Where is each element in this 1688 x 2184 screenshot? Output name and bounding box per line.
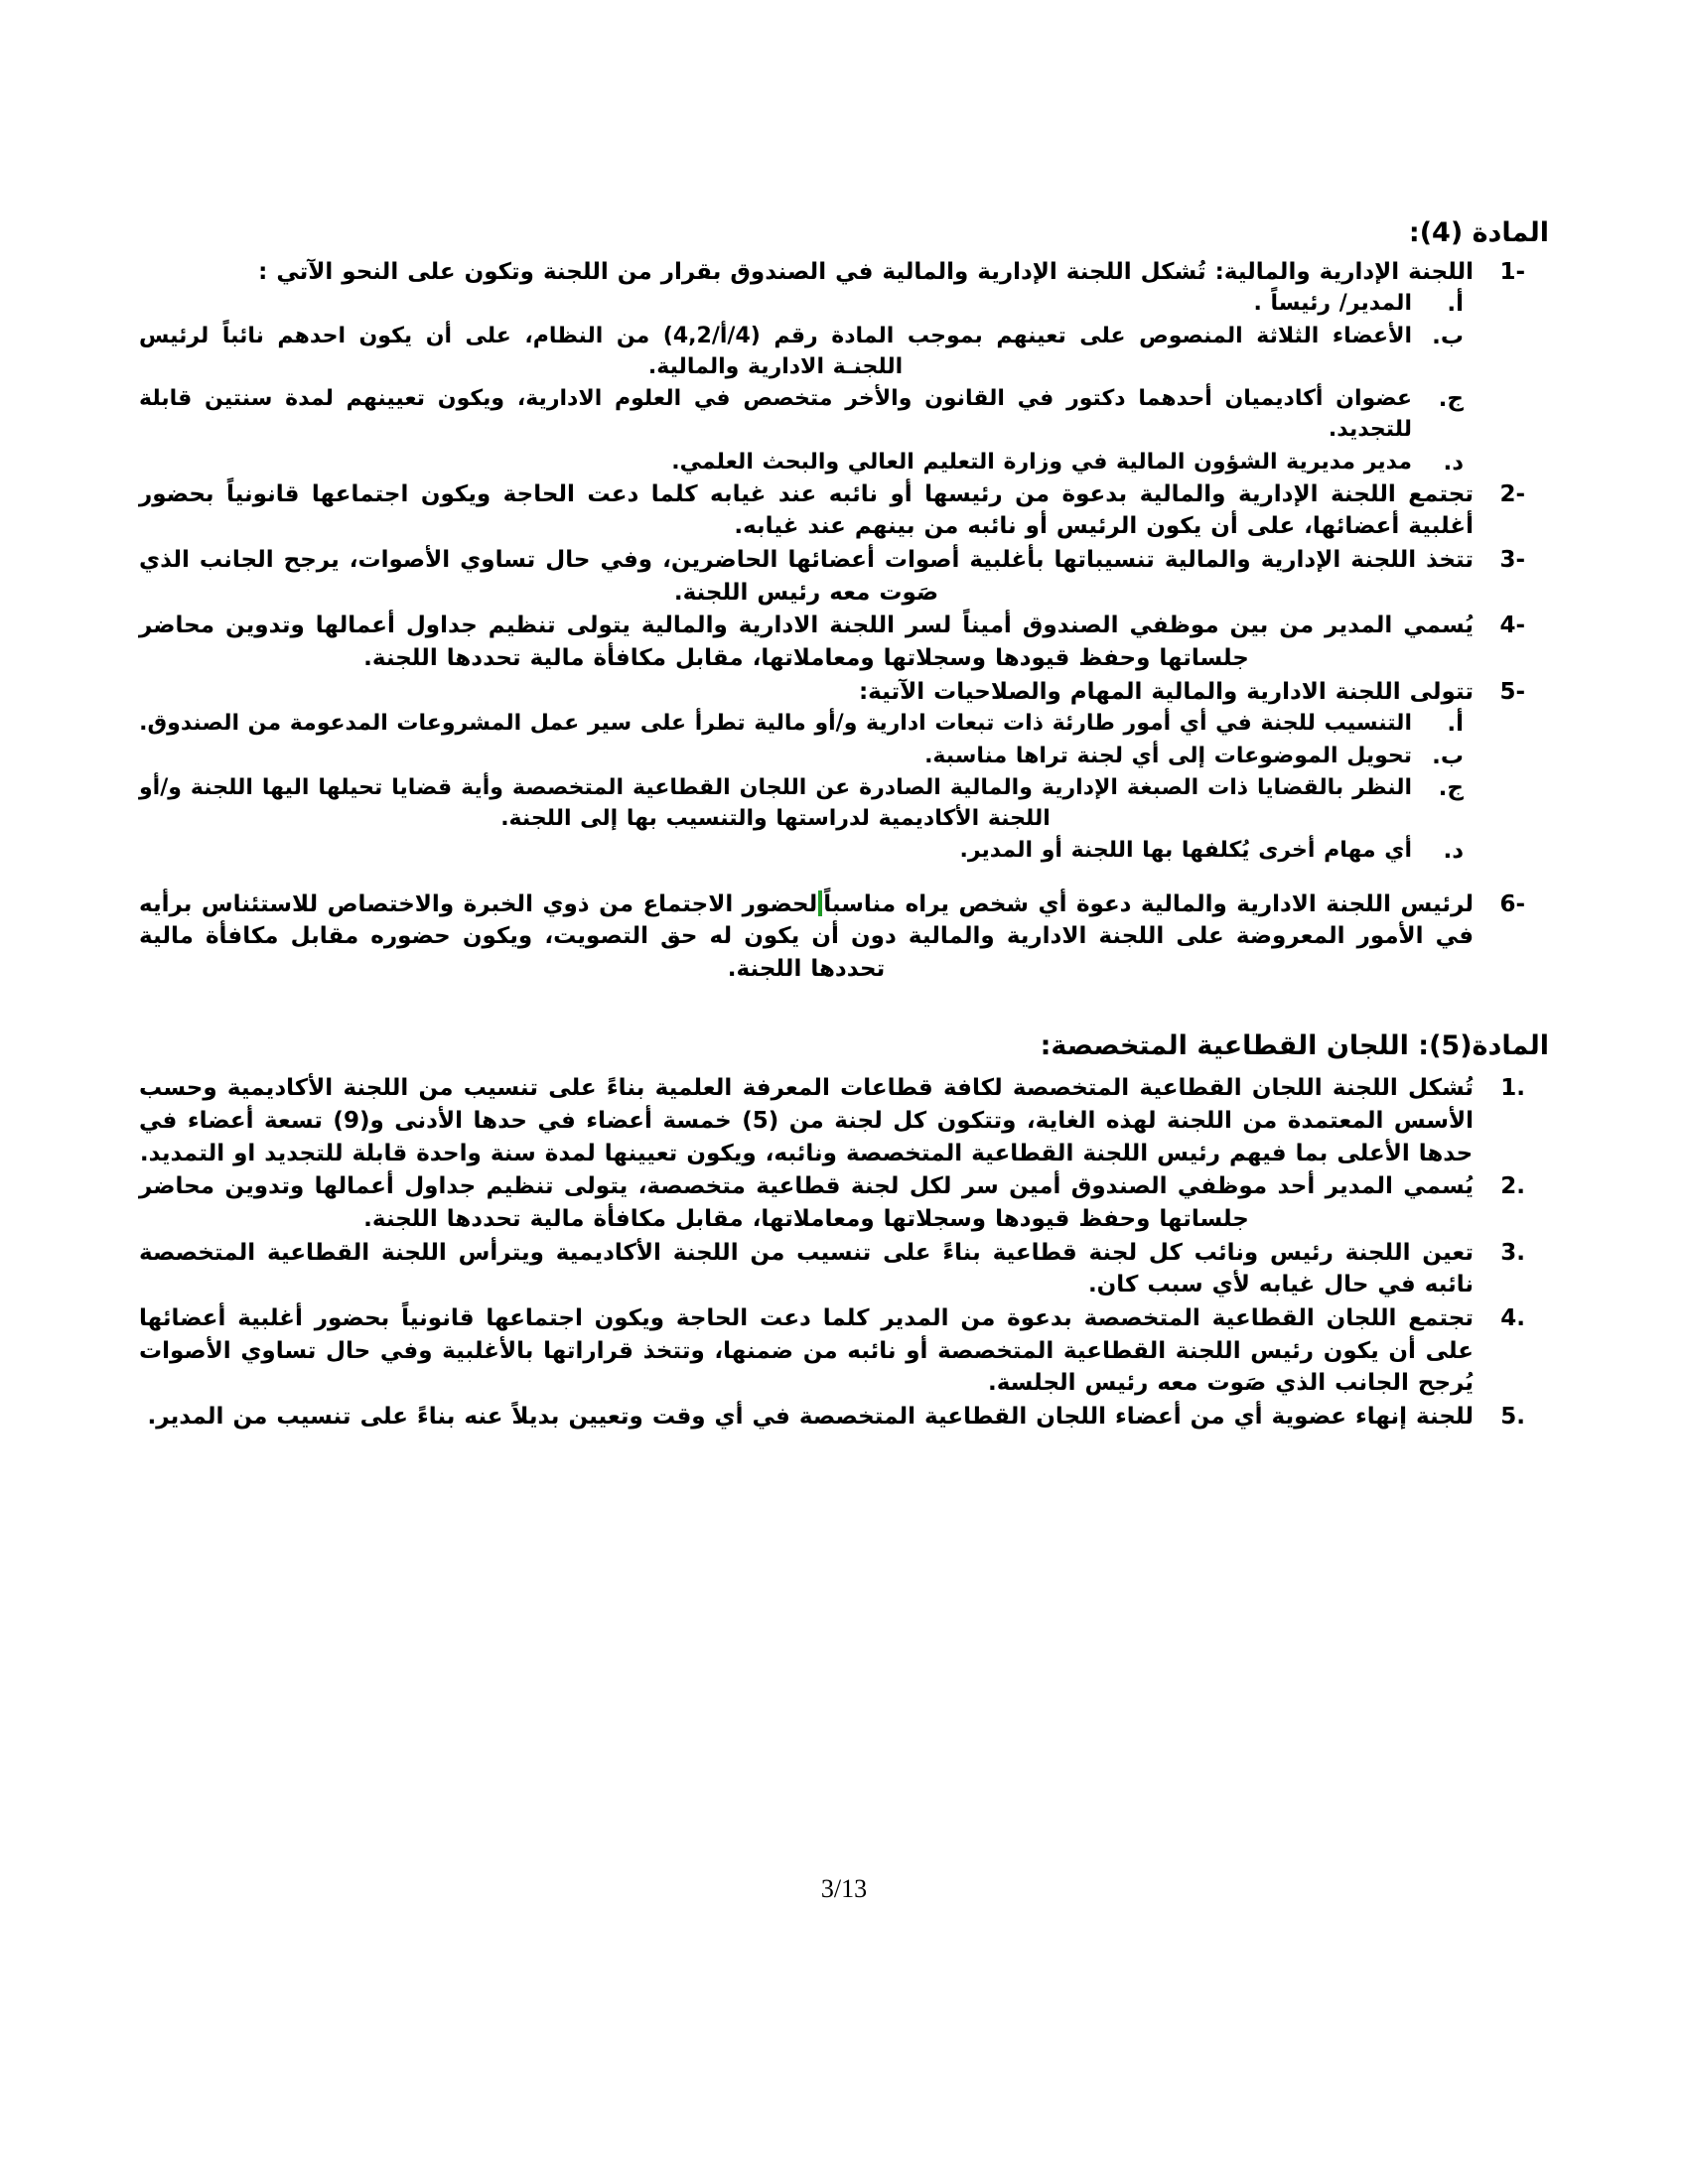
list-item-text: تحويل الموضوعات إلى أي لجنة تراها مناسبة. — [924, 743, 1412, 768]
list-marker: د. — [1443, 449, 1464, 476]
article-4-item-1-sublist — [139, 288, 1474, 477]
list-marker: ب. — [1432, 743, 1464, 769]
list-item-text: الأعضاء الثلاثة المنصوص على تعينهم بموجب المادة رقم (4/أ/4,2) من النظام، على أن يكون احدهم نائباً لرئيس اللجنـة الادارية والمالية. — [139, 323, 1412, 379]
text-cursor-caret — [818, 890, 822, 916]
list-marker: 4. — [1500, 1304, 1525, 1331]
list-item-text: النظر بالقضايا ذات الصبغة الإدارية والمالية الصادرة عن اللجان القطاعية المتخصصة وأية قضايا تحيلها اليها اللجنة و/أو اللجنة الأكاديمية لدراستها والتنسيب بها إلى اللجنة. — [139, 774, 1412, 832]
list-item — [139, 741, 1474, 771]
article-4-list — [139, 256, 1549, 986]
list-item — [139, 772, 1474, 834]
list-item — [139, 888, 1549, 986]
list-item-text: تجتمع اللجنة الإدارية والمالية بدعوة من رئيسها أو نائبه عند غيابه كلما دعت الحاجة ويكون اجتماعها قانونياً بحضور أغلبية أعضائها، على أن يكون الرئيس أو نائبه من بينهم عند غيابه. — [139, 480, 1474, 540]
list-marker: ج. — [1438, 386, 1464, 413]
list-item — [139, 676, 1549, 867]
list-item-text-before-caret: لرئيس اللجنة الادارية والمالية دعوة أي شخص يراه مناسباً — [823, 890, 1475, 917]
article-5-list — [139, 1072, 1549, 1433]
list-marker: د. — [1443, 838, 1464, 865]
list-item-text: أي مهام أخرى يُكلفها بها اللجنة أو المدير. — [959, 838, 1412, 864]
list-marker: 6- — [1499, 890, 1525, 917]
list-item — [139, 478, 1549, 543]
list-marker: 1- — [1499, 258, 1525, 285]
list-marker: 4- — [1499, 613, 1525, 639]
list-item — [139, 383, 1474, 445]
list-item-text: المدير/ رئيساً . — [1253, 291, 1412, 317]
article-4-heading: المادة (4): — [1408, 217, 1549, 248]
list-item — [139, 447, 1474, 478]
list-marker: أ. — [1447, 711, 1464, 738]
list-item — [139, 708, 1474, 739]
list-item — [139, 610, 1549, 674]
article-4-item-5-sublist — [139, 708, 1474, 866]
list-item-text: تجتمع اللجان القطاعية المتخصصة بدعوة من المدير كلما دعت الحاجة ويكون اجتماعها قانونياً بحضور أغلبية أعضائها على أن يكون رئيس اللجنة القطاعية المتخصصة أو نائبه من ضمنها، وتتخذ قراراتها بالأغلبية وفي حال تساوي الأصوات يُرجح الجانب الذي صَوت معه رئيس الجلسة. — [139, 1304, 1474, 1397]
list-item — [139, 1072, 1549, 1169]
list-item-text: يُسمي المدير أحد موظفي الصندوق أمين سر لكل لجنة قطاعية متخصصة، يتولى تنظيم جداول أعمالها وتدوين محاضر جلساتها وحفظ قيودها وسجلاتها ومعاملاتها، مقابل مكافأة مالية تحددها اللجنة. — [139, 1173, 1474, 1232]
list-marker: 3. — [1500, 1239, 1525, 1266]
list-marker: ب. — [1432, 323, 1464, 349]
list-item — [139, 1237, 1549, 1301]
list-marker: 2. — [1500, 1173, 1525, 1200]
list-item-text: تتولى اللجنة الادارية والمالية المهام والصلاحيات الآتية: — [858, 678, 1474, 705]
list-item-text: اللجنة الإدارية والمالية: تُشكل اللجنة الإدارية والمالية في الصندوق بقرار من اللجنة وتكون على النحو الآتي : — [258, 258, 1474, 285]
list-item-text-after-caret: لحضور الاجتماع من ذوي الخبرة والاختصاص للاستئناس برأيه في الأمور المعروضة على اللجنة الادارية والمالية دون أن يكون له حق التصويت، ويكون حضوره مقابل مكافأة مالية تحددها اللجنة. — [139, 890, 1474, 982]
list-marker: 1. — [1500, 1075, 1525, 1102]
list-item — [139, 256, 1549, 478]
document-body — [139, 216, 1549, 1434]
list-item-text: يُسمي المدير من بين موظفي الصندوق أميناً لسر اللجنة الادارية والمالية يتولى تنظيم جداول أعمالها وتدوين محاضر جلساتها وحفظ قيودها وسجلاتها ومعاملاتها، مقابل مكافأة مالية تحددها اللجنة. — [139, 613, 1474, 672]
page-number: 3/13 — [820, 1874, 868, 1903]
list-item — [139, 835, 1474, 866]
list-item — [139, 288, 1474, 319]
list-item — [139, 1170, 1549, 1235]
list-marker: 5- — [1499, 678, 1525, 705]
list-item-text: للجنة إنهاء عضوية أي من أعضاء اللجان القطاعية المتخصصة في أي وقت وتعيين بديلاً عنه بناءً على تنسيب من المدير. — [147, 1403, 1474, 1430]
list-item-text — [139, 888, 1474, 986]
list-item — [139, 1401, 1549, 1433]
list-marker: ج. — [1438, 774, 1464, 801]
list-item-text: التنسيب للجنة في أي أمور طارئة ذات تبعات ادارية و/أو مالية تطرأ على سير عمل المشروعات المدعومة من الصندوق. — [139, 711, 1412, 737]
article-5-heading: المادة(5): اللجان القطاعية المتخصصة: — [1040, 1029, 1549, 1061]
list-item — [139, 544, 1549, 609]
list-item-text: عضوان أكاديميان أحدهما دكتور في القانون والأخر متخصص في العلوم الادارية، ويكون تعيينهم لمدة سنتين قابلة للتجديد. — [139, 386, 1412, 443]
list-item-text: تتخذ اللجنة الإدارية والمالية تنسيباتها بأغلبية أصوات أعضائها الحاضرين، وفي حال تساوي الأصوات، يرجح الجانب الذي صَوت معه رئيس اللجنة. — [139, 547, 1474, 606]
list-item-text: تُشكل اللجنة اللجان القطاعية المتخصصة لكافة قطاعات المعرفة العلمية بناءً على تنسيب من اللجنة الأكاديمية وحسب الأسس المعتمدة من اللجنة لهذه الغاية، وتتكون كل لجنة من (5) خمسة أعضاء في حدها الأدنى و(9) تسعة أعضاء في حدها الأعلى بما فيهم رئيس اللجنة القطاعية المتخصصة ونائبه، ويكون تعيينها لمدة سنة واحدة قابلة للتجديد او التمديد. — [139, 1075, 1474, 1166]
list-marker: 3- — [1499, 547, 1525, 574]
list-item-text: مدير مديرية الشؤون المالية في وزارة التعليم العالي والبحث العلمي. — [671, 449, 1412, 475]
list-marker: أ. — [1447, 291, 1464, 318]
list-item — [139, 321, 1474, 382]
list-marker: 5. — [1500, 1403, 1525, 1430]
list-item — [139, 1302, 1549, 1400]
list-marker: 2- — [1499, 480, 1525, 507]
list-item-text: تعين اللجنة رئيس ونائب كل لجنة قطاعية بناءً على تنسيب من اللجنة الأكاديمية ويترأس اللجنة القطاعية المتخصصة نائبه في حال غيابه لأي سبب كان. — [139, 1239, 1474, 1298]
